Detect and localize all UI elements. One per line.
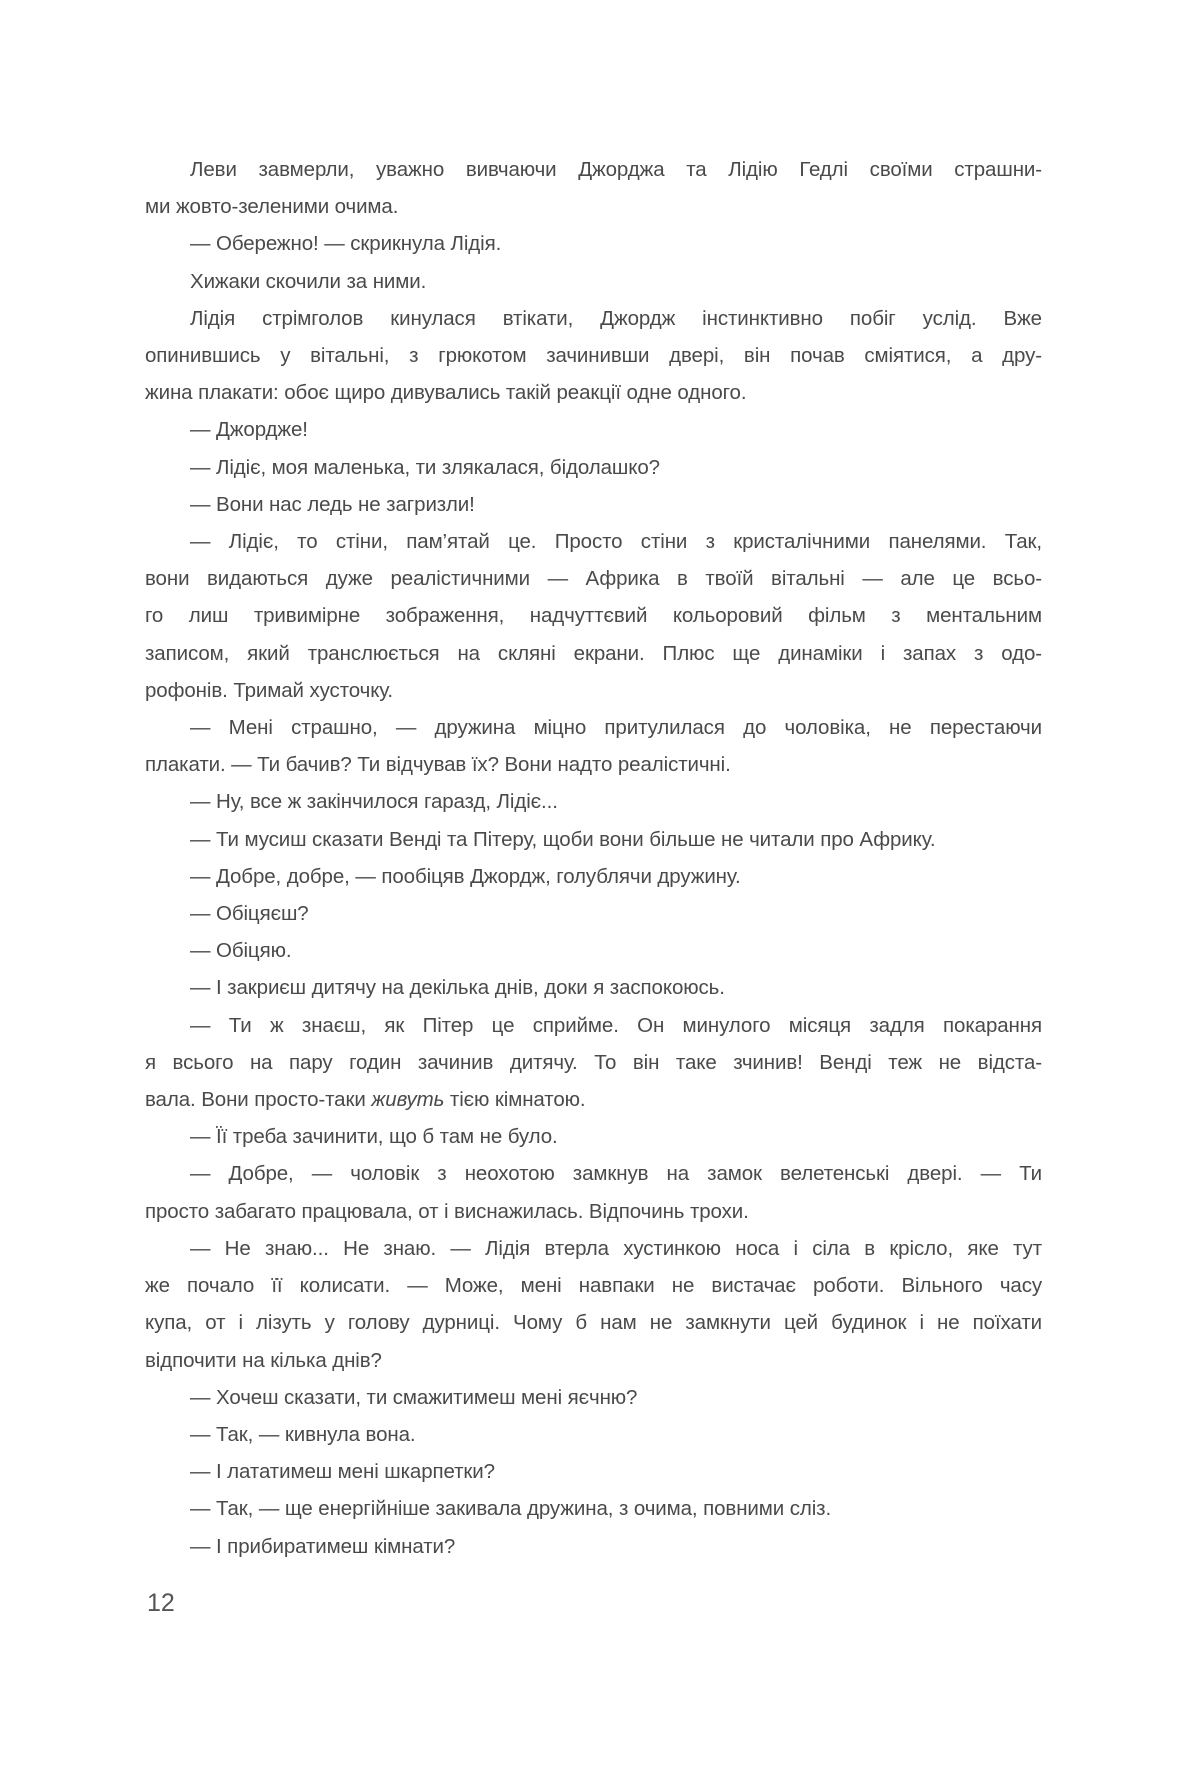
text-line: — Так, — кивнула вона. <box>190 1422 416 1446</box>
page-number: 12 <box>147 1589 175 1617</box>
text-line: просто забагато працювала, от і виснажилась. Відпочинь трохи. <box>145 1199 749 1223</box>
paragraph <box>145 523 1042 709</box>
paragraph <box>145 895 1042 932</box>
text-line: — Її треба зачинити, що б там не було. <box>190 1125 558 1149</box>
paragraph <box>145 783 1042 820</box>
text-line: — Обіцяю. <box>190 939 292 963</box>
text-line: Леви завмерли, уважно вивчаючи Джорджа та Лідію Гедлі своїми страшни- <box>190 158 1042 181</box>
text-line: — І закриєш дитячу на декілька днів, доки я заспокоюсь. <box>190 976 725 1000</box>
paragraph <box>145 225 1042 262</box>
paragraph <box>145 300 1042 412</box>
paragraph <box>145 1118 1042 1155</box>
text-line: плакати. — Ти бачив? Ти відчував їх? Вони надто реалістичні. <box>145 753 731 777</box>
text-line: — Хочеш сказати, ти смажитимеш мені яєчню? <box>190 1385 638 1409</box>
text-line: Хижаки скочили за ними. <box>190 269 427 293</box>
text-line: — Ти мусиш сказати Венді та Пітеру, щоби вони більше не читали про Африку. <box>190 827 936 851</box>
paragraph <box>145 858 1042 895</box>
paragraph <box>145 486 1042 523</box>
paragraph <box>145 709 1042 783</box>
text-line: вала. Вони просто-таки живуть тією кімнатою. <box>145 1088 586 1112</box>
paragraph <box>145 969 1042 1006</box>
text-line: записом, який транслюється на скляні екрани. Плюс ще динаміки і запах з одо- <box>145 641 1042 665</box>
paragraph <box>145 151 1042 225</box>
text-line: жина плакати: обоє щиро дивувались такій реакції одне одного. <box>145 381 747 405</box>
text-line: відпочити на кілька днів? <box>145 1348 382 1372</box>
text-line: рофонів. Тримай хусточку. <box>145 678 393 702</box>
text-line: ми жовто-зеленими очима. <box>145 195 399 219</box>
text-line: же почало її колисати. — Може, мені навпаки не вистачає роботи. Вільного часу <box>145 1274 1042 1298</box>
paragraph <box>145 449 1042 486</box>
text-line: — Лідіє, то стіни, пам’ятай це. Просто стіни з кристалічними панелями. Так, <box>190 530 1042 554</box>
text-line: — Так, — ще енергійніше закивала дружина, з очима, повними сліз. <box>190 1497 832 1521</box>
paragraph <box>145 1379 1042 1416</box>
paragraph <box>145 411 1042 448</box>
text-line: — Добре, добре, — пообіцяв Джордж, голублячи дружину. <box>190 864 741 888</box>
text-line: опинившись у вітальні, з грюкотом зачинивши двері, він почав сміятися, а дру- <box>145 344 1042 368</box>
text-line: — І лататимеш мені шкарпетки? <box>190 1460 495 1484</box>
page-text <box>145 151 1042 1565</box>
paragraph <box>145 1155 1042 1229</box>
text-line: — Добре, — чоловік з неохотою замкнув на замок велетенські двері. — Ти <box>190 1162 1042 1186</box>
text-line: го лиш тривимірне зображення, надчуттєвий кольоровий фільм з ментальним <box>145 604 1042 628</box>
text-line: — Лідіє, моя маленька, ти злякалася, бідолашко? <box>190 455 660 479</box>
paragraph <box>145 1230 1042 1379</box>
paragraph <box>145 1490 1042 1527</box>
paragraph <box>145 821 1042 858</box>
paragraph <box>145 1007 1042 1119</box>
text-line: Лідія стрімголов кинулася втікати, Джордж інстинктивно побіг услід. Вже <box>190 306 1042 330</box>
text-line: я всього на пару годин зачинив дитячу. То він таке зчинив! Венді теж не відста- <box>145 1050 1042 1074</box>
text-line: — І прибиратимеш кімнати? <box>190 1534 456 1558</box>
text-line: — Мені страшно, — дружина міцно притулилася до чоловіка, не перестаючи <box>190 716 1042 740</box>
text-line: — Ну, все ж закінчилося гаразд, Лідіє... <box>190 790 558 814</box>
text-line: — Обіцяєш? <box>190 902 309 926</box>
paragraph <box>145 1528 1042 1565</box>
text-line: купа, от і лізуть у голову дурниці. Чому б нам не замкнути цей будинок і не поїхати <box>145 1311 1042 1335</box>
text-line: — Джордже! <box>190 418 308 442</box>
text-line: — Ти ж знаєш, як Пітер це сприйме. Он минулого місяця задля покарання <box>190 1013 1042 1037</box>
paragraph <box>145 932 1042 969</box>
paragraph <box>145 1453 1042 1490</box>
text-line: — Не знаю... Не знаю. — Лідія втерла хустинкою носа і сіла в крісло, яке тут <box>190 1236 1042 1260</box>
text-line: — Вони нас ледь не загризли! <box>190 492 475 516</box>
text-line: вони видаються дуже реалістичними — Африка в твоїй вітальні — але це всьо- <box>145 567 1042 591</box>
paragraph <box>145 1416 1042 1453</box>
paragraph <box>145 263 1042 300</box>
text-line: — Обережно! — скрикнула Лідія. <box>190 232 502 256</box>
